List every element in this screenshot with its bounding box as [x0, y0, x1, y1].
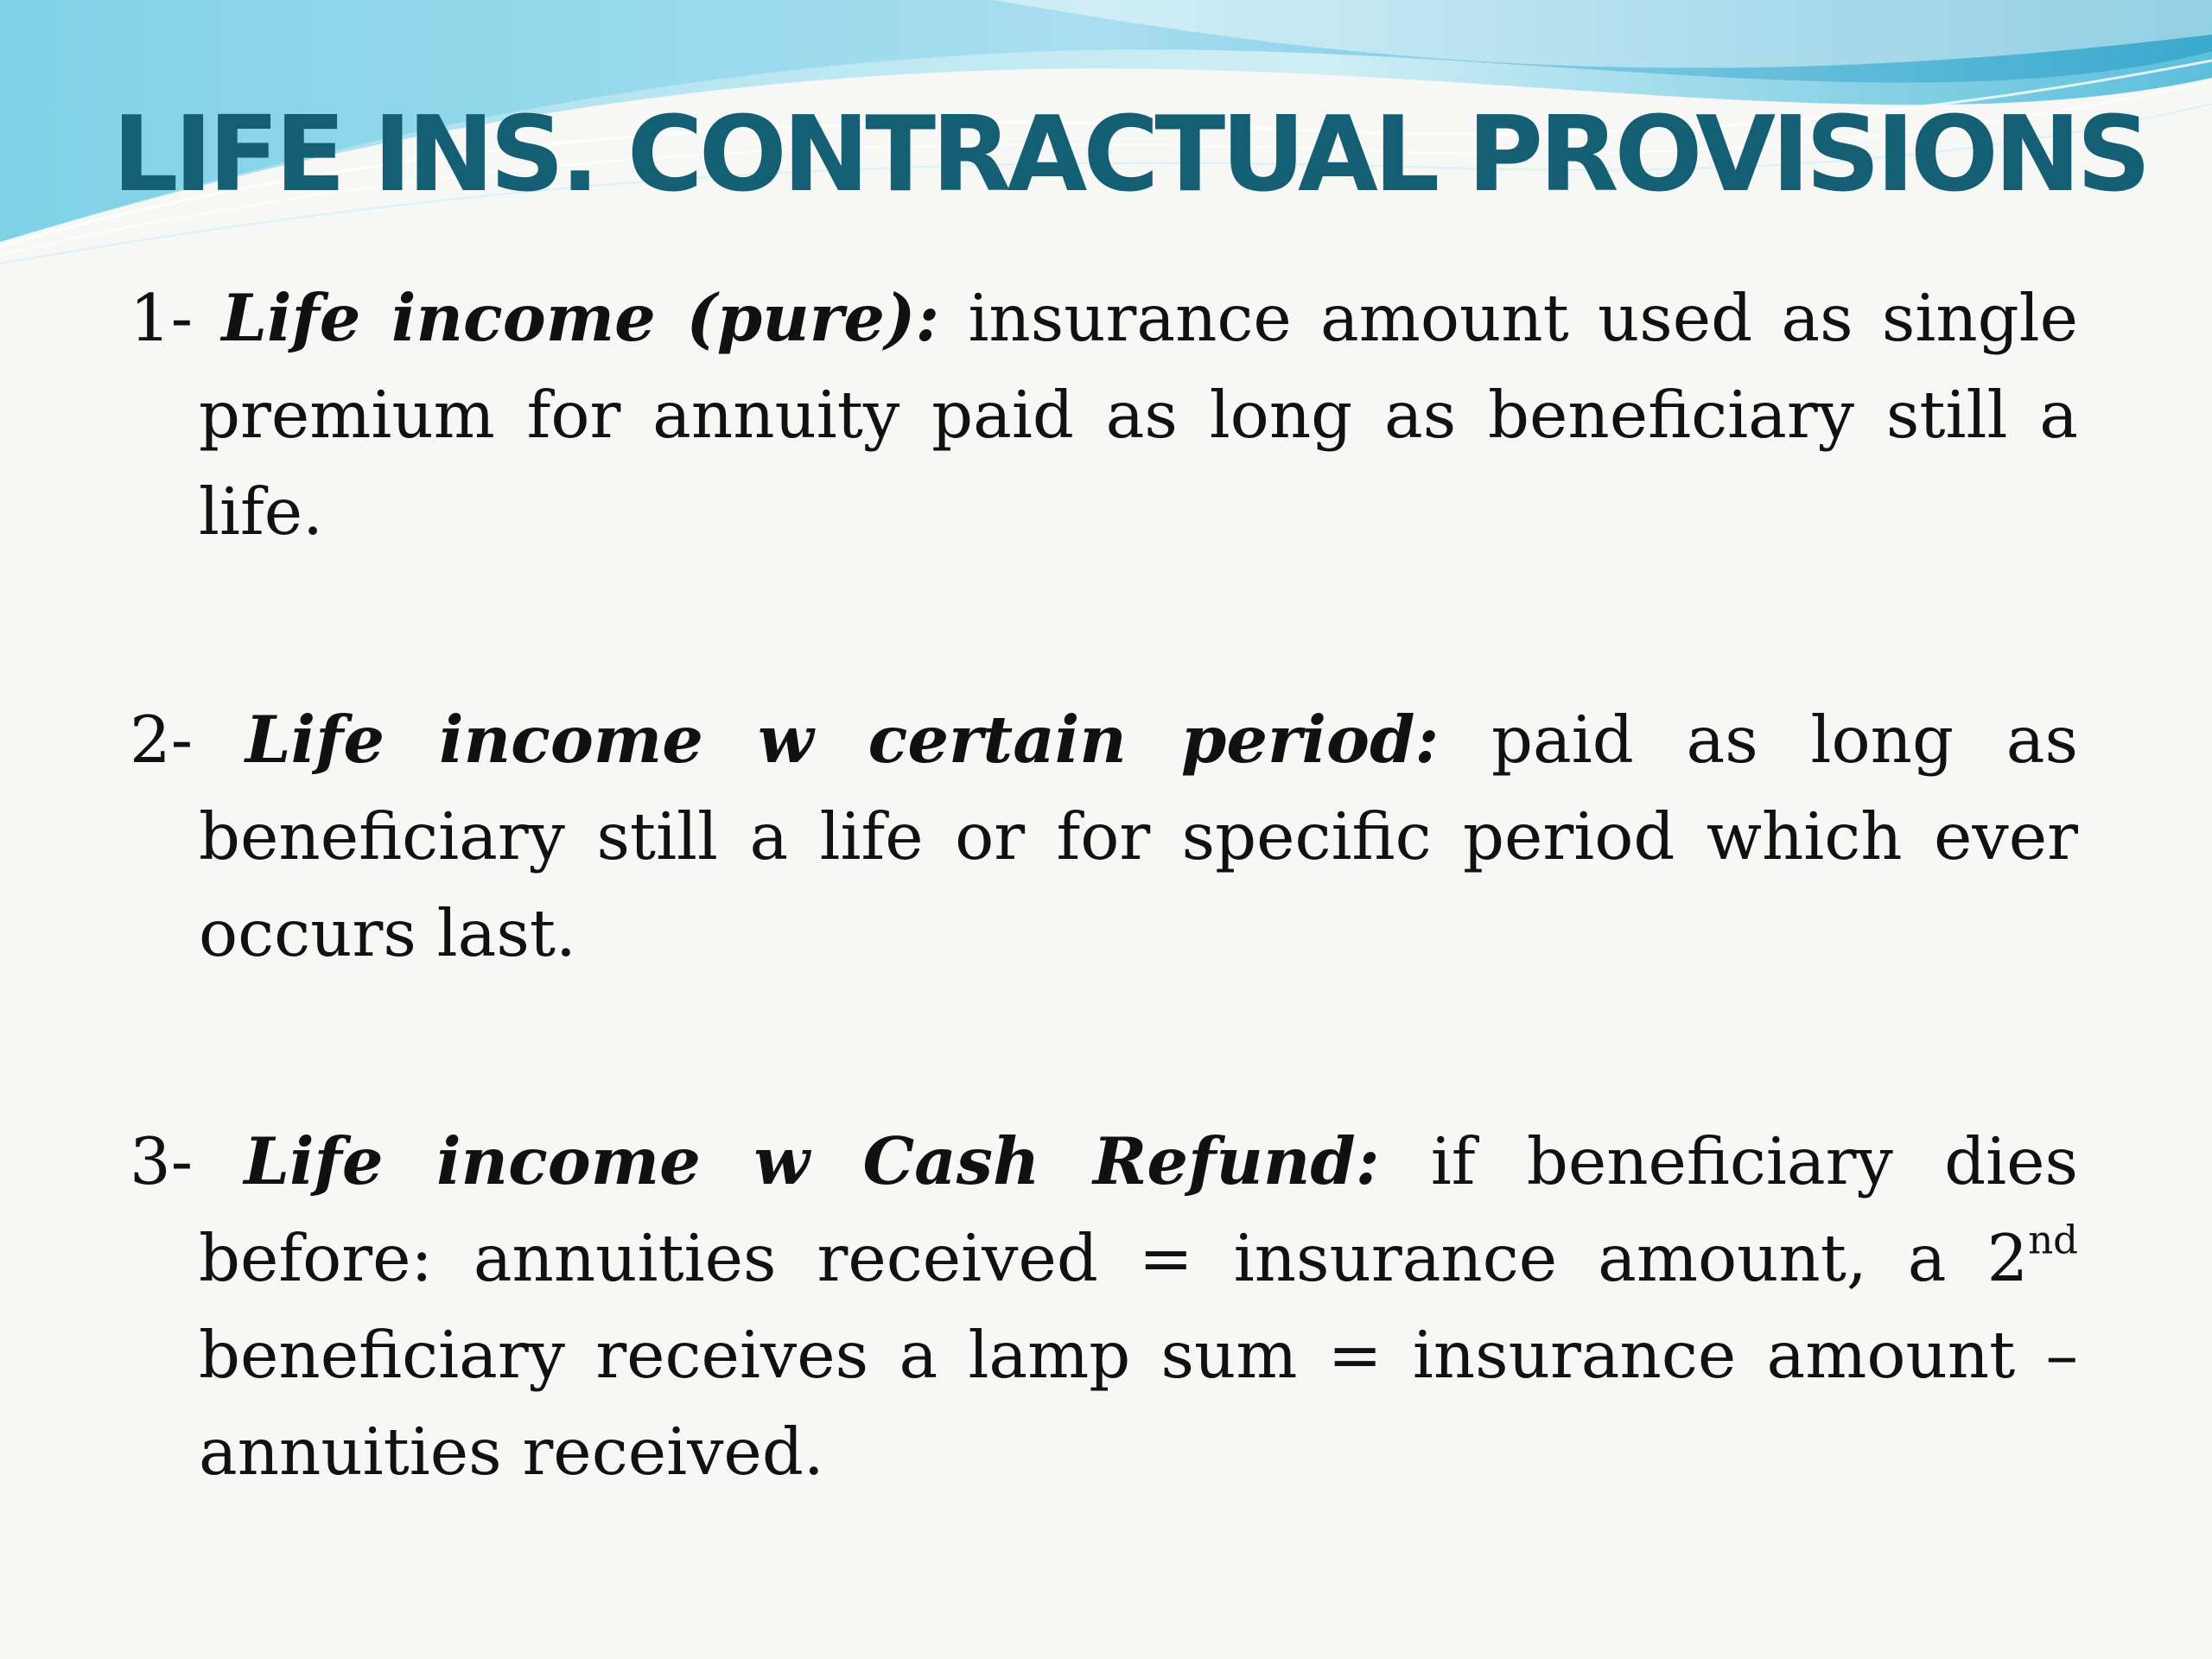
list-item [130, 1113, 2078, 1500]
item-text: insurance amount used as single premium for annuity paid as long as beneficiary still a life. [199, 280, 2079, 550]
list-item [130, 270, 2078, 560]
item-text-continued: beneficiary receives a lamp sum = insurance amount – annuities received. [199, 1317, 2078, 1490]
slide-title: LIFE INS. CONTRACTUAL PROVISIONS [112, 95, 2147, 215]
item-term: Life income (pure): [221, 280, 940, 356]
item-number: 1- [130, 280, 194, 356]
provisions-list [130, 270, 2078, 1500]
item-term: Life income w Cash Refund: [244, 1123, 1380, 1199]
item-number: 3- [130, 1123, 194, 1199]
item-text: if beneficiary dies before: annuities received = insurance amount, a 2 [199, 1123, 2078, 1296]
item-number: 2- [130, 702, 194, 778]
item-text: paid as long as beneficiary still a life or for specific period which ever occurs last. [199, 702, 2079, 971]
list-item [130, 691, 2078, 982]
ordinal-superscript: nd [2028, 1217, 2078, 1263]
item-term: Life income w certain period: [245, 702, 1440, 778]
